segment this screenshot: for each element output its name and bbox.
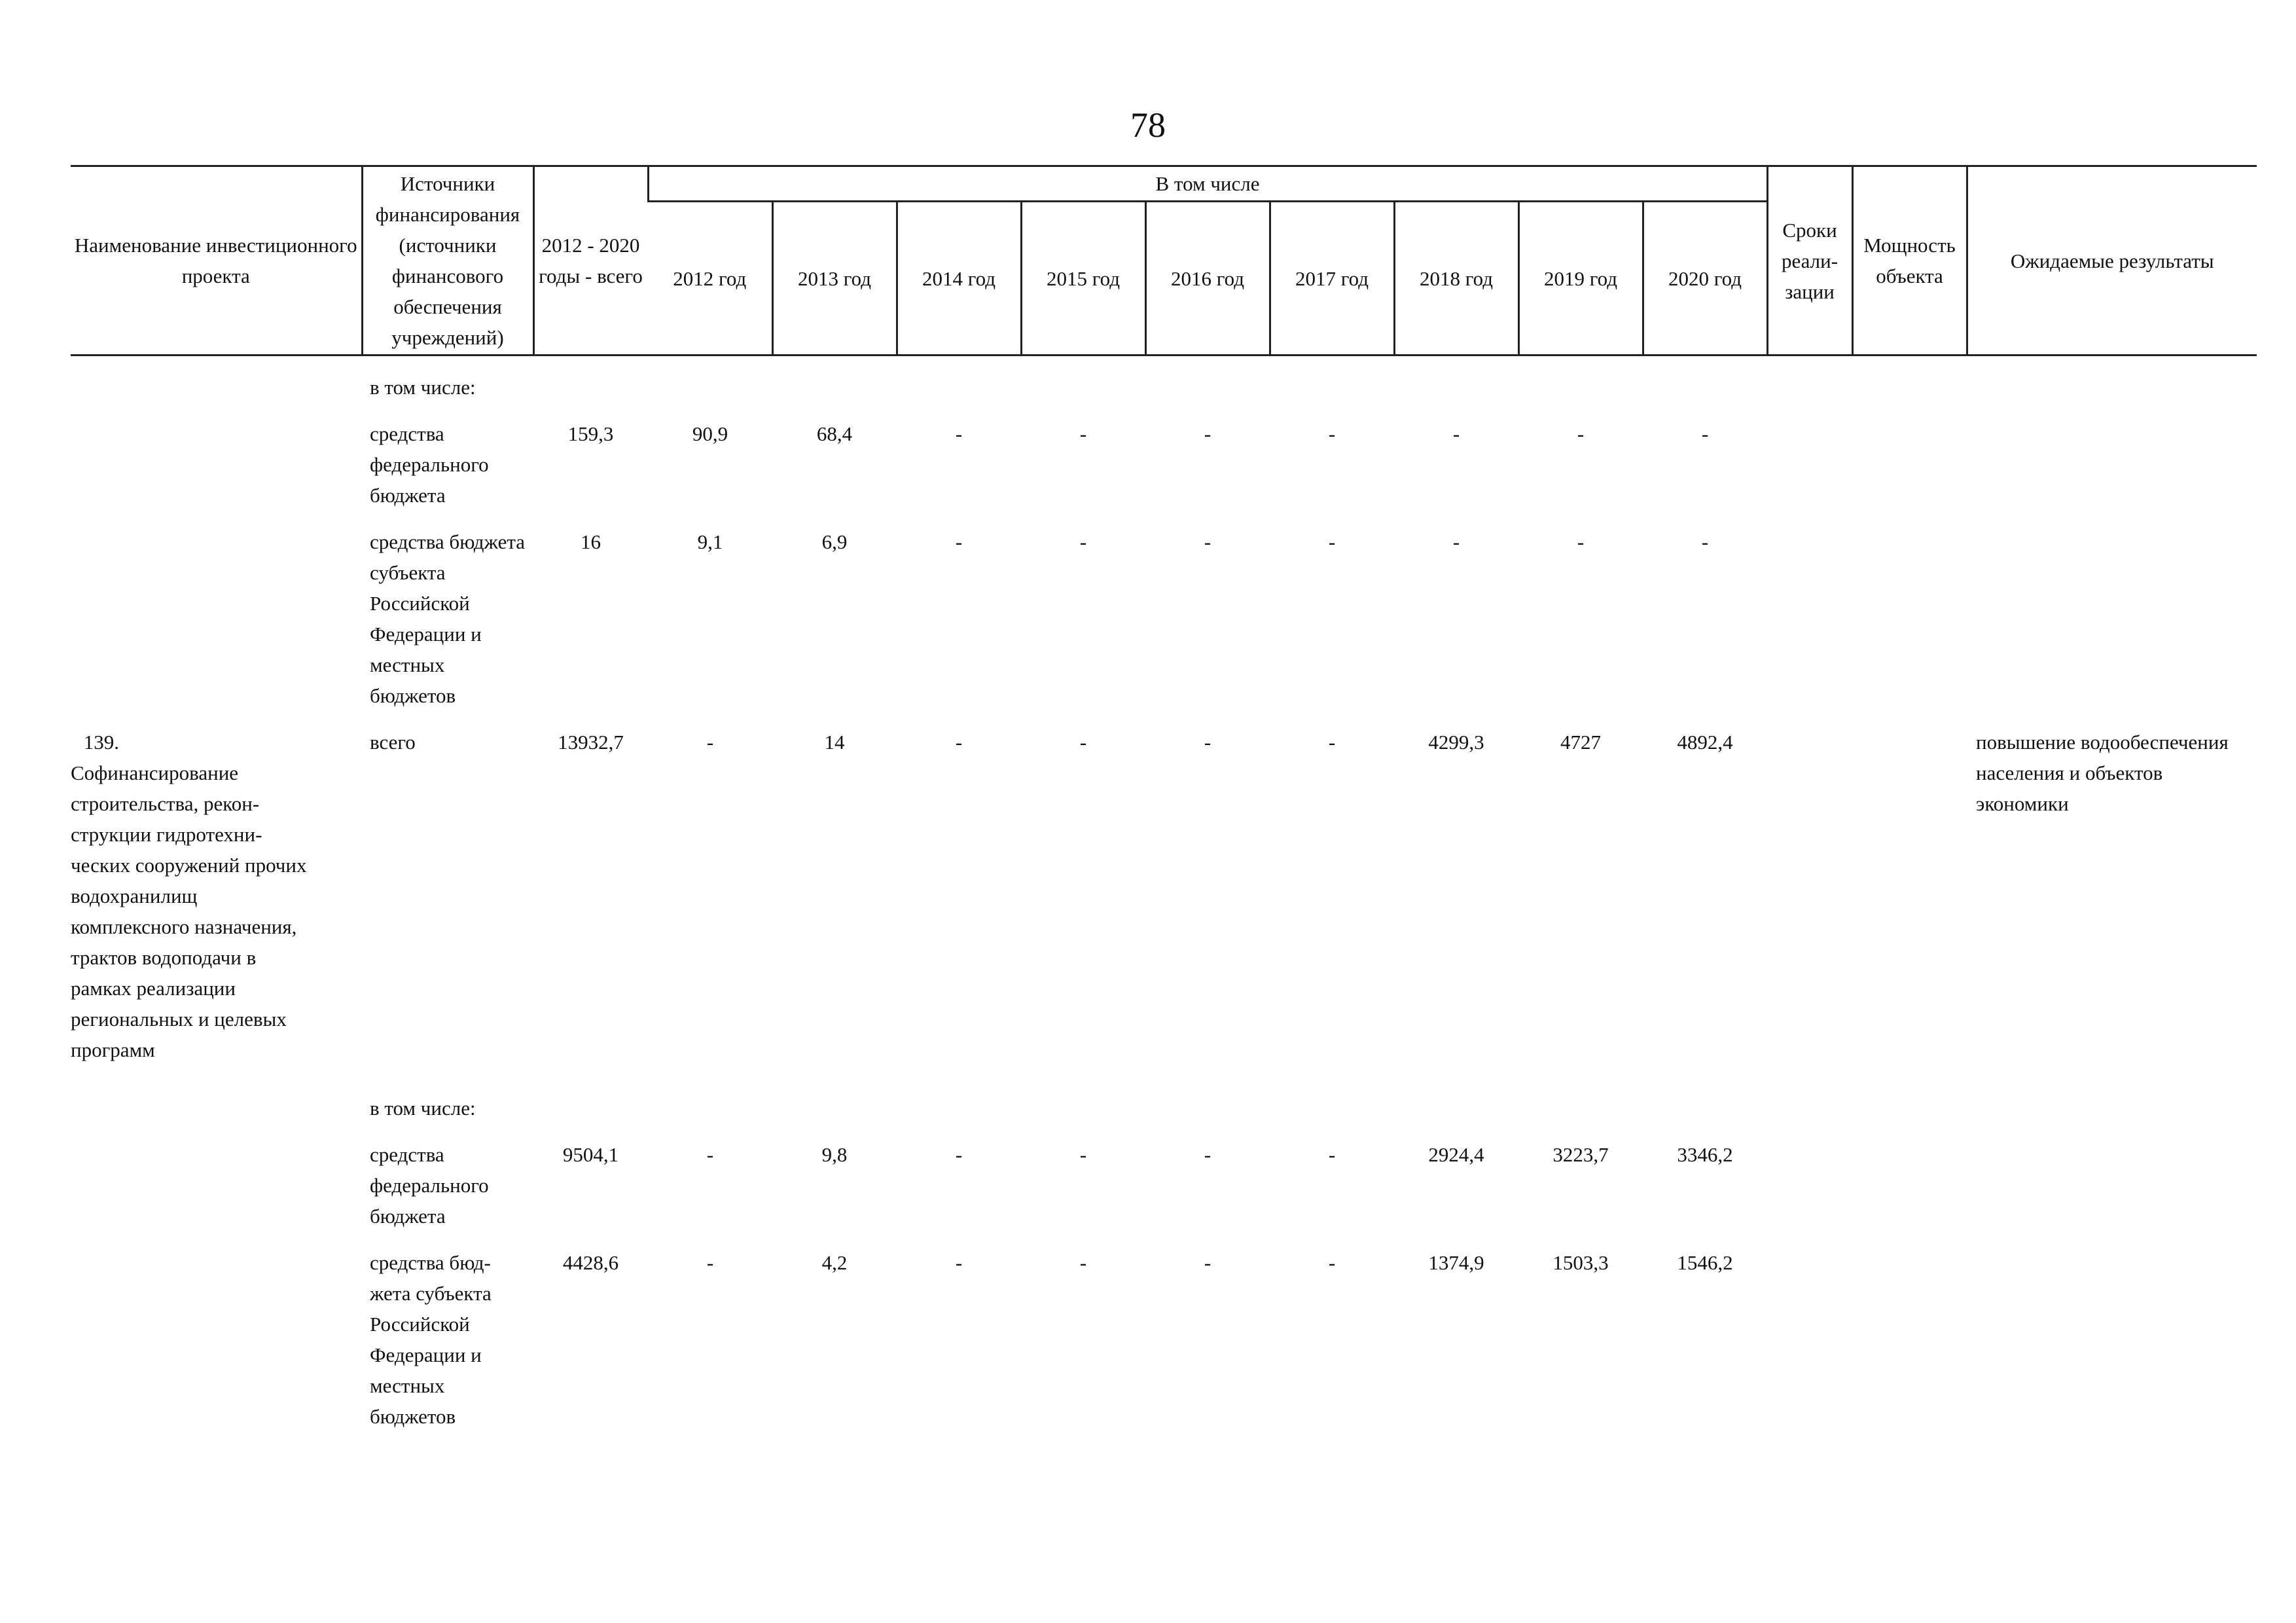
year-value: 68,4 xyxy=(816,422,853,445)
total-value: 4428,6 xyxy=(562,1251,619,1274)
year-value: 4,2 xyxy=(821,1251,848,1274)
year-value: - xyxy=(1204,1143,1211,1166)
table-body xyxy=(71,356,2257,1442)
year-value: - xyxy=(1452,530,1460,553)
terms-value xyxy=(1767,720,1852,1074)
year-value: - xyxy=(1328,1251,1336,1274)
header-project-name: Наименование инвестиционного проекта xyxy=(74,234,357,287)
year-value: - xyxy=(1701,530,1709,553)
table-row-project-139 xyxy=(71,720,2257,1074)
source-label: в том числе: xyxy=(370,1097,476,1120)
year-value: - xyxy=(955,530,963,553)
year-value: - xyxy=(955,1251,963,1274)
project-name: Софинансирование строительства, рекон- струкции гидротехни- ческих сооружений прочих водохранилищ комплексного назначения, трактов водоподачи в рамках реализации региональных и целевых программ xyxy=(71,761,307,1061)
year-value: - xyxy=(1328,422,1336,445)
header-year: 2017 год xyxy=(1270,202,1394,356)
project-cell xyxy=(71,720,362,1074)
expected-result: повышение водообеспечения населения и объектов экономики xyxy=(1976,731,2229,815)
total-value: 159,3 xyxy=(567,422,614,445)
header-total: 2012 - 2020 годы - всего xyxy=(533,166,648,356)
year-value: 90,9 xyxy=(692,422,728,445)
header-year: 2014 год xyxy=(897,202,1021,356)
header-sources: Источники финансирования (источники финансового обеспечения учреждений) xyxy=(362,166,533,356)
year-value: 14 xyxy=(824,731,845,754)
header-in-that-number: В том числе xyxy=(648,166,1767,202)
header-terms: Сроки реали- зации xyxy=(1767,166,1852,356)
year-value: - xyxy=(955,1143,963,1166)
year-value: - xyxy=(1328,731,1336,754)
project-cell xyxy=(71,520,362,720)
table-row xyxy=(71,1074,2257,1133)
table-row xyxy=(71,356,2257,412)
source-label: всего xyxy=(370,731,416,754)
year-value: 3223,7 xyxy=(1552,1143,1609,1166)
year-value: - xyxy=(1328,1143,1336,1166)
project-cell xyxy=(71,1074,362,1133)
header-year: 2018 год xyxy=(1394,202,1518,356)
source-label: в том числе: xyxy=(370,376,476,399)
table-row xyxy=(71,412,2257,520)
header-results: Ожидаемые результаты xyxy=(1967,166,2257,356)
project-cell xyxy=(71,1241,362,1441)
year-value: - xyxy=(1204,1251,1211,1274)
year-value: - xyxy=(1328,530,1336,553)
source-label: средства федерального бюджета xyxy=(370,1143,489,1228)
total-value: 13932,7 xyxy=(558,731,624,754)
year-value: - xyxy=(706,731,714,754)
year-value: 4892,4 xyxy=(1677,731,1733,754)
total-value: 9504,1 xyxy=(562,1143,619,1166)
header-year: 2015 год xyxy=(1021,202,1145,356)
year-value: 4299,3 xyxy=(1428,731,1484,754)
year-value: - xyxy=(1079,530,1087,553)
year-value: - xyxy=(955,731,963,754)
year-value: - xyxy=(1079,731,1087,754)
year-value: 9,1 xyxy=(697,530,723,553)
source-label: средства бюджета субъекта Российской Федерации и местных бюджетов xyxy=(370,530,526,707)
table-header xyxy=(71,166,2257,356)
year-value: - xyxy=(706,1251,714,1274)
year-value: 6,9 xyxy=(821,530,848,553)
header-year: 2012 год xyxy=(673,266,747,290)
table-row xyxy=(71,1133,2257,1241)
year-value: - xyxy=(1079,1143,1087,1166)
project-cell xyxy=(71,412,362,520)
year-value: - xyxy=(1701,422,1709,445)
year-value: - xyxy=(706,1143,714,1166)
year-value: - xyxy=(1577,530,1585,553)
header-year: 2016 год xyxy=(1145,202,1270,356)
year-value: 2924,4 xyxy=(1428,1143,1484,1166)
year-value: - xyxy=(1079,1251,1087,1274)
investment-projects-table xyxy=(71,165,2257,1441)
year-value: 4727 xyxy=(1560,731,1601,754)
year-value: - xyxy=(1204,731,1211,754)
project-cell xyxy=(71,356,362,412)
year-value: 1503,3 xyxy=(1552,1251,1609,1274)
year-value: 9,8 xyxy=(821,1143,848,1166)
project-number: 139. xyxy=(83,731,119,754)
capacity-value xyxy=(1852,720,1967,1074)
header-year: 2019 год xyxy=(1518,202,1643,356)
header-year: 2013 год xyxy=(772,202,897,356)
source-label: средства федерального бюджета xyxy=(370,422,489,507)
year-value: - xyxy=(1204,422,1211,445)
year-value: 1546,2 xyxy=(1677,1251,1733,1274)
table-row xyxy=(71,1241,2257,1441)
year-value: 1374,9 xyxy=(1428,1251,1484,1274)
year-value: - xyxy=(1079,422,1087,445)
total-value: 16 xyxy=(581,530,601,553)
year-value: - xyxy=(955,422,963,445)
header-year: 2020 год xyxy=(1643,202,1767,356)
year-value: 3346,2 xyxy=(1677,1143,1733,1166)
table-row xyxy=(71,520,2257,720)
project-cell xyxy=(71,1133,362,1241)
year-value: - xyxy=(1204,530,1211,553)
year-value: - xyxy=(1577,422,1585,445)
page-number: 78 xyxy=(1130,105,1166,145)
source-label: средства бюд- жета субъекта Российской Федерации и местных бюджетов xyxy=(370,1251,492,1428)
header-capacity: Мощность объекта xyxy=(1852,166,1967,356)
year-value: - xyxy=(1452,422,1460,445)
